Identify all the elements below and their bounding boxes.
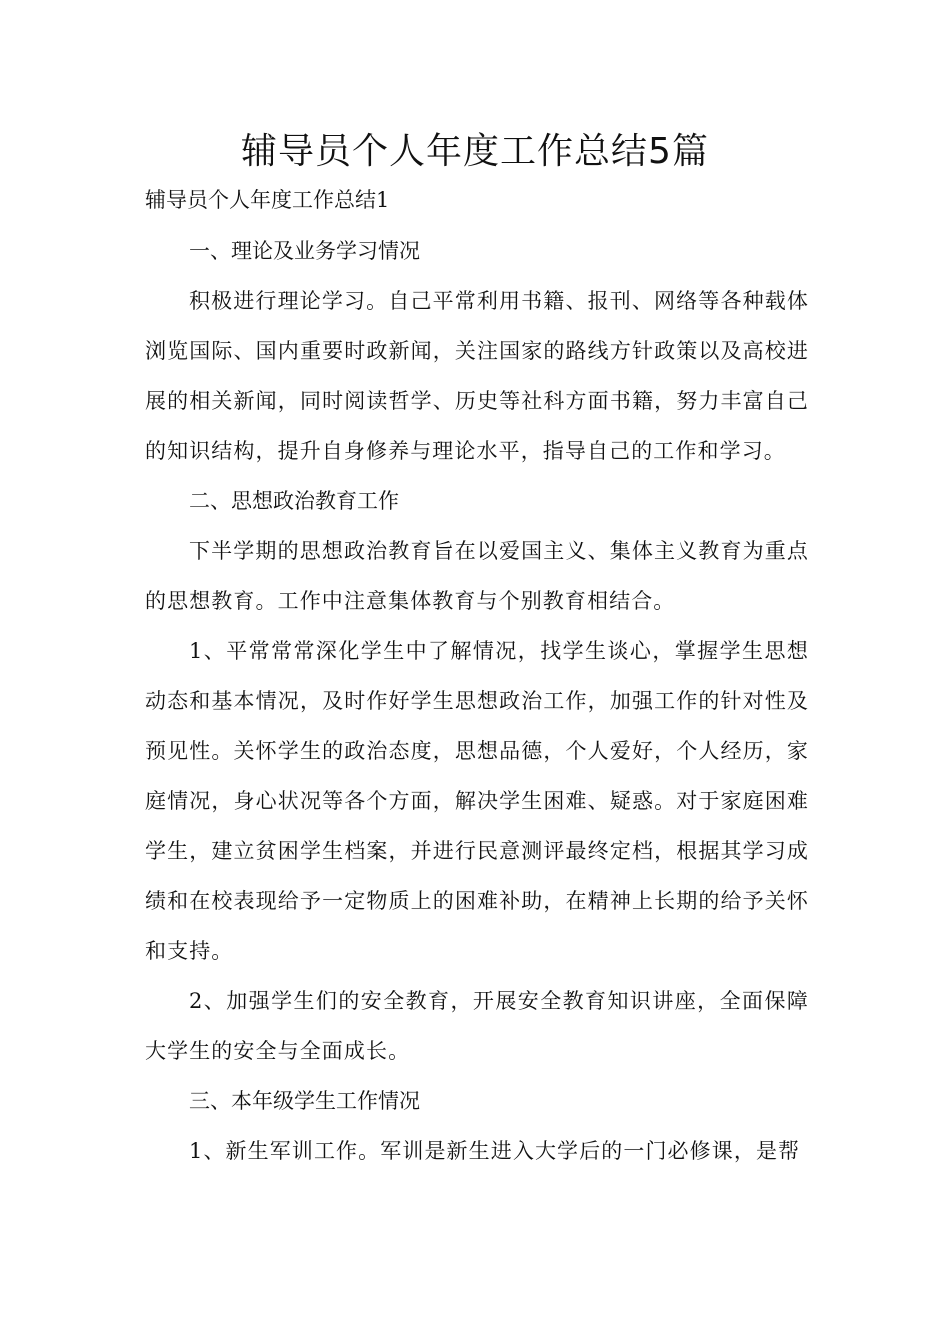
document-body xyxy=(145,226,809,1176)
document-subtitle: 辅导员个人年度工作总结1 xyxy=(145,188,390,212)
paragraph: 1、新生军训工作。军训是新生进入大学后的一门必修课，是帮 xyxy=(189,1139,801,1163)
section-heading-1: 一、理论及业务学习情况 xyxy=(189,239,420,263)
paragraph: 1、平常常常深化学生中了解情况，找学生谈心，掌握学生思想动态和基本情况，及时作好学生思想政治工作，加强工作的针对性及预见性。关怀学生的政治态度，思想品德，个人爱好，个人经历，家庭情况，身心状况等各个方面，解决学生困难、疑惑。对于家庭困难学生，建立贫困学生档案，并进行民意测评最终定档，根据其学习成绩和在校表现给予一定物质上的困难补助，在精神上长期的给予关怀和支持。 xyxy=(145,639,809,963)
section-heading-2: 二、思想政治教育工作 xyxy=(189,489,399,513)
paragraph: 2、加强学生们的安全教育，开展安全教育知识讲座，全面保障大学生的安全与全面成长。 xyxy=(145,989,809,1063)
paragraph: 下半学期的思想政治教育旨在以爱国主义、集体主义教育为重点的思想教育。工作中注意集体教育与个别教育相结合。 xyxy=(145,539,809,613)
document-title: 辅导员个人年度工作总结5篇 xyxy=(241,131,709,172)
paragraph: 积极进行理论学习。自己平常利用书籍、报刊、网络等各种载体浏览国际、国内重要时政新闻，关注国家的路线方针政策以及高校进展的相关新闻，同时阅读哲学、历史等社科方面书籍，努力丰富自己的知识结构，提升自身修养与理论水平，指导自己的工作和学习。 xyxy=(145,289,809,463)
section-heading-3: 三、本年级学生工作情况 xyxy=(189,1089,420,1113)
